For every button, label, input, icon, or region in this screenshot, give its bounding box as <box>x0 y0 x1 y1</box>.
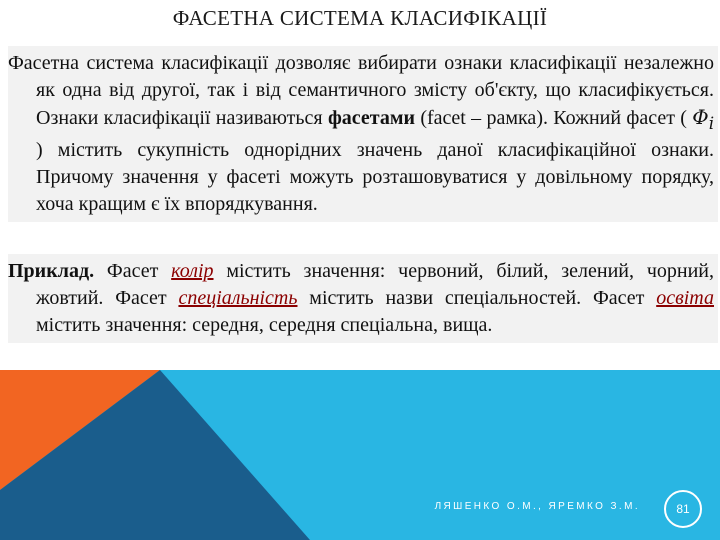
facet-education-term: освіта <box>656 287 714 309</box>
paragraph-example <box>8 254 718 343</box>
facet-colour-term: колір <box>171 260 214 282</box>
p2-text-a: Фасет <box>94 260 172 282</box>
p2-text-c: містить назви спеціальностей. Фасет <box>297 287 657 309</box>
paragraph-definition <box>8 46 718 222</box>
p1-text-b: (facet – рамка). Кожний фасет ( <box>415 107 693 129</box>
facet-speciality-term: спеціальність <box>178 287 298 309</box>
p1-text-a: Фасетна система класифікації дозволяє вибирати ознаки класифікації незалежно як одна від другої, так і від семантичного змісту об'єкту, що класифікується. Ознаки класифікації називаються <box>8 52 714 129</box>
phi-symbol: Φ <box>692 105 709 129</box>
example-label: Приклад. <box>8 260 95 282</box>
p1-text-c: ) містить сукупність однорідних значень даної класифікаційної ознаки. Причому значення у фасеті можуть розташовуватися у довільному порядку, хоча кращим є їх впорядкування. <box>36 139 714 215</box>
p1-bold-term: фасетами <box>327 107 416 129</box>
page-number-badge: 81 <box>664 490 702 528</box>
phi-subscript: i <box>708 114 715 133</box>
slide-title: ФАСЕТНА СИСТЕМА КЛАСИФІКАЦІЇ <box>172 6 548 30</box>
p2-text-d: містить значення: середня, середня спеціальна, вища. <box>36 314 493 336</box>
p2-text-b: містить значення: червоний, білий, зелений, чорний, жовтий. Фасет <box>36 260 714 309</box>
footer-authors: ЛЯШЕНКО О.М., ЯРЕМКО З.М. <box>434 501 640 512</box>
footer-decoration <box>0 370 720 540</box>
